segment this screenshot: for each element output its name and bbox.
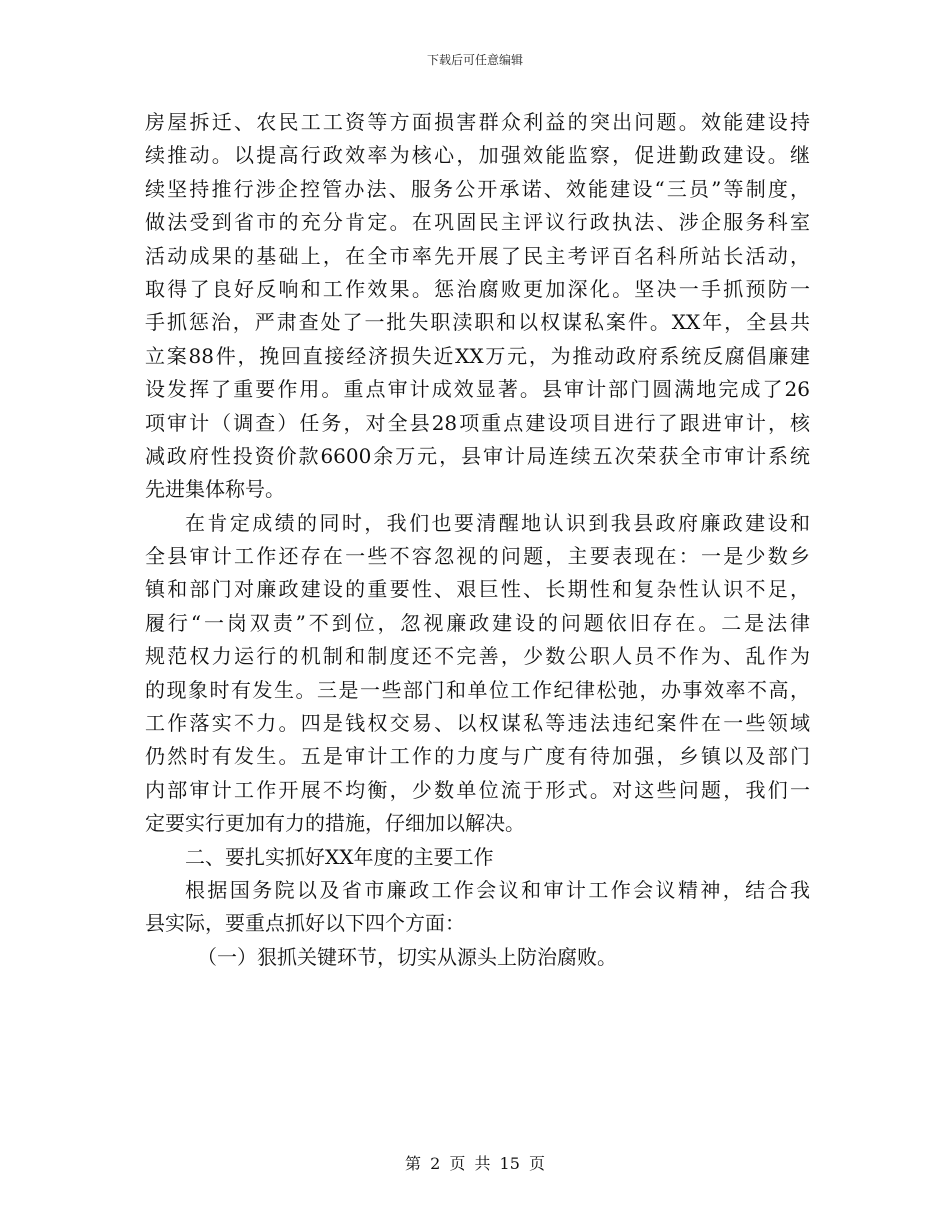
text-line: 立案88件，挽回直接经济损失近XX万元，为推动政府系统反腐倡廉建 — [145, 343, 810, 368]
text-line: 内部审计工作开展不均衡，少数单位流于形式。对这些问题，我们一 — [145, 777, 810, 802]
text-line: 先进集体称号。 — [145, 477, 285, 502]
paragraph — [145, 874, 810, 941]
text-line: 根据国务院以及省市廉政工作会议和审计工作会议精神，结合我 — [185, 877, 810, 902]
text-line: 手抓惩治，严肃查处了一批失职渎职和以权谋私案件。XX年，全县共 — [145, 310, 810, 335]
subsection-heading — [145, 941, 810, 974]
page-header: 下载后可任意编辑 — [426, 53, 523, 67]
section-heading — [145, 841, 810, 874]
text-line: 履行“一岗双责”不到位，忽视廉政建设的问题依旧存在。二是法律 — [145, 610, 810, 635]
text-line: 房屋拆迁、农民工工资等方面损害群众利益的突出问题。效能建设持 — [145, 110, 810, 134]
text-line: 镇和部门对廉政建设的重要性、艰巨性、长期性和复杂性认识不足， — [145, 577, 810, 602]
text-line: 项审计（调查）任务，对全县28项重点建设项目进行了跟进审计，核 — [145, 410, 810, 435]
text-line: 全县审计工作还存在一些不容忽视的问题，主要表现在：一是少数乡 — [145, 544, 810, 569]
text-line: 的现象时有发生。三是一些部门和单位工作纪律松弛，办事效率不高， — [145, 677, 810, 702]
text-line: 取得了良好反响和工作效果。惩治腐败更加深化。坚决一手抓预防一 — [145, 276, 810, 301]
text-line: 做法受到省市的充分肯定。在巩固民主评议行政执法、涉企服务科室 — [145, 210, 810, 235]
paragraph — [145, 507, 810, 841]
paragraph — [145, 106, 810, 507]
page-number-footer: 第 2 页 共 15 页 — [405, 1154, 545, 1173]
text-line: 定要实行更加有力的措施，仔细加以解决。 — [145, 811, 525, 836]
text-line: 工作落实不力。四是钱权交易、以权谋私等违法违纪案件在一些领域 — [145, 711, 810, 736]
text-line: 在肯定成绩的同时，我们也要清醒地认识到我县政府廉政建设和 — [185, 510, 810, 535]
text-line: 县实际，要重点抓好以下四个方面： — [145, 911, 465, 936]
text-line: 规范权力运行的机制和制度还不完善，少数公职人员不作为、乱作为 — [145, 644, 810, 669]
text-line: 续推动。以提高行政效率为核心，加强效能监察，促进勤政建设。继 — [145, 143, 810, 168]
text-line: 续坚持推行涉企控管办法、服务公开承诺、效能建设“三员”等制度， — [145, 176, 810, 201]
text-line: 活动成果的基础上，在全市率先开展了民主考评百名科所站长活动， — [145, 243, 810, 268]
text-line: 设发挥了重要作用。重点审计成效显著。县审计部门圆满地完成了26 — [145, 377, 810, 402]
text-line: 减政府性投资价款6600余万元，县审计局连续五次荣获全市审计系统 — [145, 443, 810, 468]
text-line: 二、要扎实抓好XX年度的主要工作 — [185, 844, 494, 869]
text-line: 仍然时有发生。五是审计工作的力度与广度有待加强，乡镇以及部门 — [145, 744, 810, 769]
document-body — [145, 106, 810, 974]
text-line: （一）狠抓关键环节，切实从源头上防治腐败。 — [197, 944, 617, 969]
